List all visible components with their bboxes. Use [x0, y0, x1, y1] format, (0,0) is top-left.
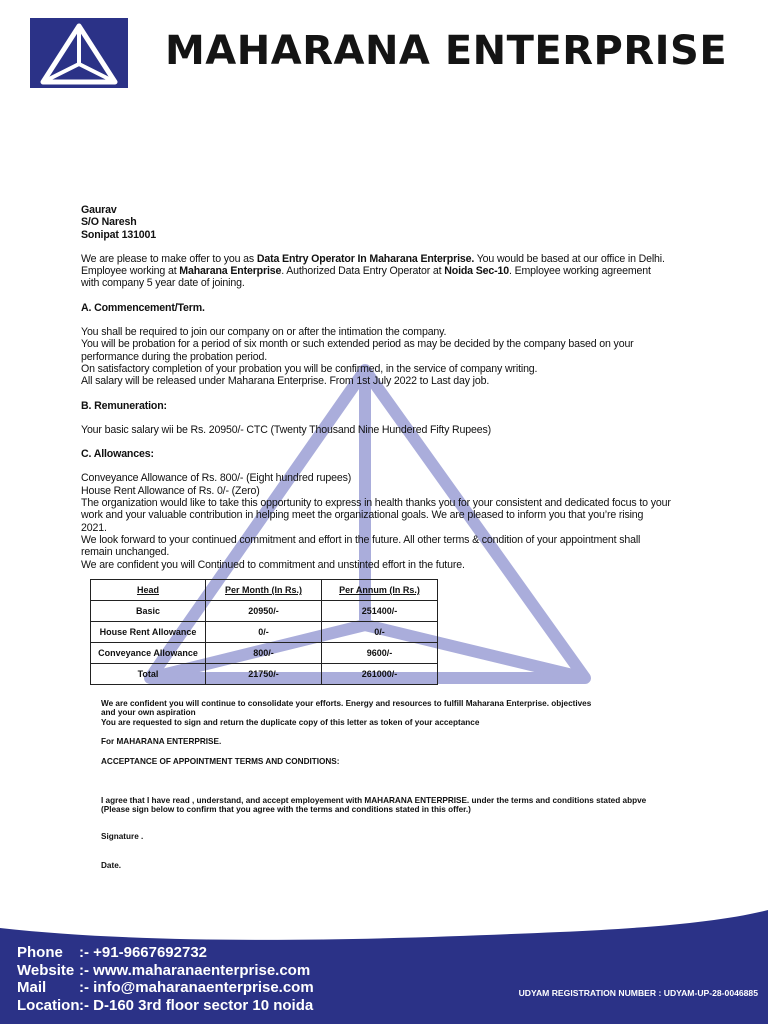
- recipient-relation: S/O Naresh: [81, 216, 137, 229]
- signature-label: Signature .: [101, 832, 144, 841]
- section-c-line: We are confident you will Continued to commitment and unstinted effort in the future.: [81, 558, 465, 571]
- table-cell: Total: [91, 664, 206, 685]
- section-a-line: All salary will be released under Maharana Enterprise. From 1st July 2022 to Last day job.: [81, 375, 490, 388]
- table-cell: 20950/-: [206, 601, 322, 622]
- contact-label: Website: [17, 961, 75, 979]
- closing-confidence: and your own aspiration: [101, 708, 196, 718]
- recipient-name: Gaurav: [81, 204, 117, 216]
- section-b-heading: B. Remuneration:: [81, 399, 167, 412]
- letter-body: [81, 204, 671, 571]
- contact-value: :- D-160 3rd floor sector 10 noida: [79, 996, 314, 1014]
- company-logo: [30, 18, 128, 88]
- salary-table: [90, 579, 438, 685]
- contact-row-phone: [17, 944, 314, 962]
- table-cell: 261000/-: [322, 664, 438, 685]
- closing-confidence: We are confident you will continue to consolidate your efforts. Energy and resources to fulfill Maharana Enterprise. objectives: [101, 699, 592, 708]
- section-c-line: We look forward to your continued commitment and effort in the future. All other terms & condition of your appointment shall remain unchanged.: [81, 533, 641, 559]
- table-cell: Basic: [91, 601, 206, 622]
- section-c-line: The organization would like to take this opportunity to express in health thanks you for your consistent and dedicated focus to your work and your valuable contribution in helping meet the organizational goals. We are pleased to inform you that you’re rising 2021.: [81, 497, 671, 534]
- closing-request: You are requested to sign and return the duplicate copy of this letter as token of your acceptance: [101, 717, 480, 727]
- table-cell: 0/-: [322, 622, 438, 643]
- for-company: For MAHARANA ENTERPRISE.: [101, 737, 222, 746]
- contact-label: Phone: [17, 944, 63, 961]
- contact-value: :- www.maharanaenterprise.com: [79, 961, 311, 979]
- section-c-line: House Rent Allowance of Rs. 0/- (Zero): [81, 484, 260, 497]
- contact-block: [17, 944, 314, 1014]
- section-a-line: You shall be required to join our company on or after the intimation the company.: [81, 326, 447, 339]
- contact-value: :- +91-9667692732: [79, 944, 208, 961]
- table-header-cell: Per Annum (In Rs.): [322, 580, 438, 601]
- triangle-logo-icon: [30, 18, 128, 88]
- table-cell: House Rent Allowance: [91, 622, 206, 643]
- section-c-heading: C. Allowances:: [81, 448, 154, 461]
- table-total-row: [91, 664, 438, 685]
- remuneration-text: Your basic salary wii be Rs. 20950/- CTC (Twenty Thousand Nine Hundered Fifty Rupees): [81, 423, 492, 436]
- intro-paragraph: We are please to make offer to you as Data Entry Operator In Maharana Enterprise. You would be based at our office in Delhi. Employee working at Maharana Enterprise. Authorized Data Entry Operator at Noida Sec-10. Employee working agreement with company 5 year date of joining.: [81, 252, 665, 290]
- company-name: MAHARANA ENTERPRISE: [165, 28, 728, 74]
- acceptance-statement: I agree that I have read , understand, and accept employement with MAHARANA ENTERPRISE. under the terms and conditions stated abpve (Please sign below to confirm that you agree with the terms and conditions stated in this offer.): [101, 796, 647, 815]
- table-header-row: [91, 580, 438, 601]
- acceptance-heading: ACCEPTANCE OF APPOINTMENT TERMS AND CONDITIONS:: [101, 757, 340, 766]
- contact-row-website: [17, 962, 314, 980]
- contact-value: :- info@maharanaenterprise.com: [79, 979, 314, 996]
- section-a-line: On satisfactory completion of your probation you will be confirmed, in the service of company writing.: [81, 362, 538, 375]
- section-c-line: Conveyance Allowance of Rs. 800/- (Eight hundred rupees): [81, 472, 352, 485]
- table-row: [91, 601, 438, 622]
- table-cell: 9600/-: [322, 643, 438, 664]
- section-a-heading: A. Commencement/Term.: [81, 301, 205, 314]
- table-cell: Conveyance Allowance: [91, 643, 206, 664]
- contact-row-location: [17, 997, 314, 1015]
- table-row: [91, 643, 438, 664]
- contact-row-mail: [17, 979, 314, 997]
- table-cell: 21750/-: [206, 664, 322, 685]
- recipient-address: Sonipat 131001: [81, 228, 157, 241]
- table-cell: 0/-: [206, 622, 322, 643]
- section-a-line: You will be probation for a period of six month or such extended period as may be decided by the company based on your performance during the probation period.: [81, 338, 634, 363]
- table-header-cell: Head: [91, 580, 206, 601]
- contact-label: Location: [17, 996, 80, 1014]
- date-label: Date.: [101, 861, 122, 870]
- udyam-registration: UDYAM REGISTRATION NUMBER : UDYAM-UP-28-0046885: [518, 988, 758, 998]
- table-row: [91, 622, 438, 643]
- closing-block: [101, 699, 661, 727]
- contact-label: Mail: [17, 979, 47, 996]
- table-header-cell: Per Month (In Rs.): [206, 580, 322, 601]
- table-cell: 800/-: [206, 643, 322, 664]
- table-cell: 251400/-: [322, 601, 438, 622]
